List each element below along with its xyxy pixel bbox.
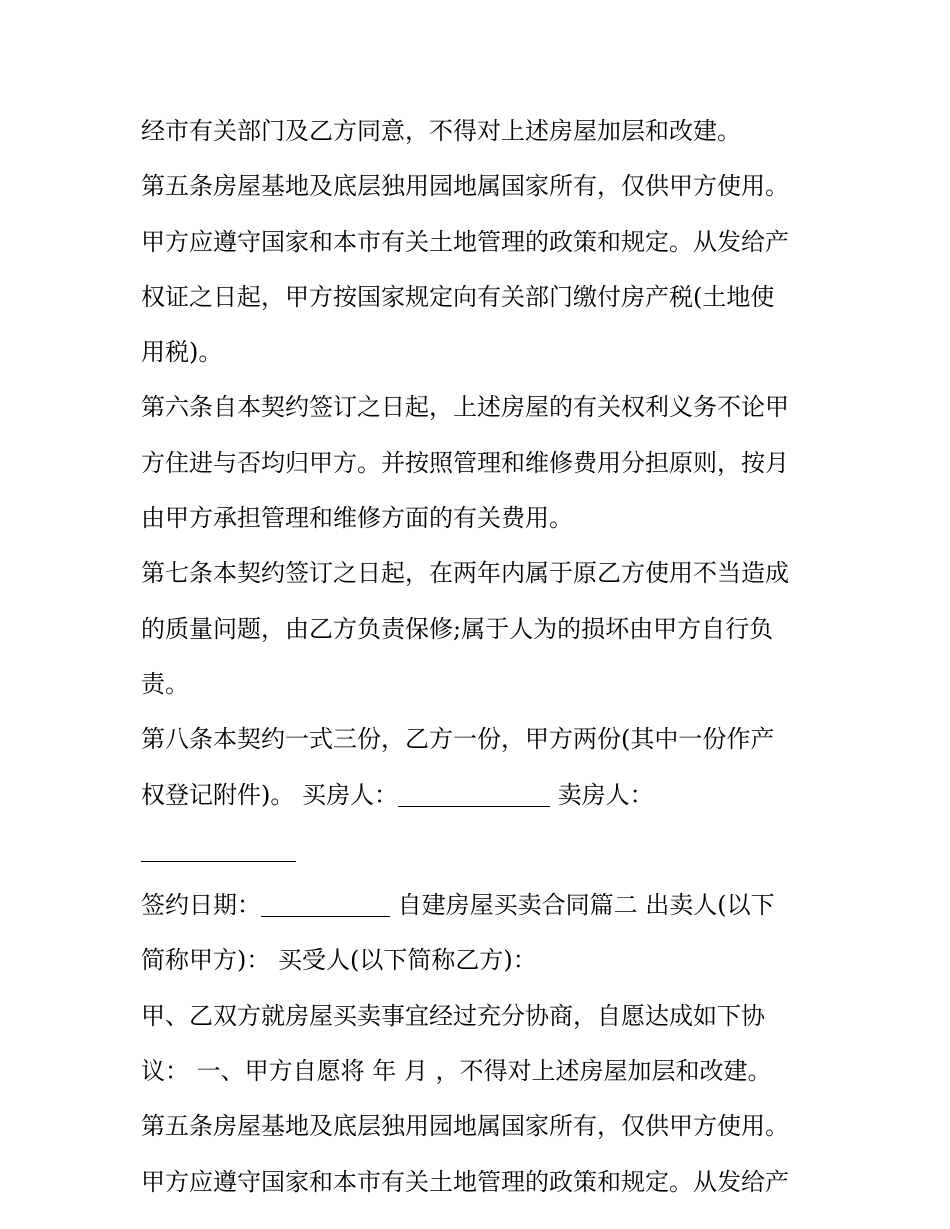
sign-date-blank — [261, 888, 390, 917]
text-line: 方住进与否均归甲方。并按照管理和维修费用分担原则，按月 — [141, 448, 789, 477]
text-line: 的质量问题，由乙方负责保修;属于人为的损坏由甲方自行负 — [141, 614, 774, 643]
text-line: 简称甲方)： 买受人(以下简称乙方)： — [141, 946, 537, 975]
text-line: 经市有关部门及乙方同意，不得对上述房屋加层和改建。 — [141, 117, 741, 145]
text-line: 第七条本契约签订之日起，在两年内属于原乙方使用不当造成 — [141, 559, 789, 588]
seller-signature-blank — [141, 833, 296, 862]
seller-signature-line — [141, 827, 821, 873]
text-line: 由甲方承担管理和维修方面的有关费用。 — [141, 504, 573, 533]
document-body — [141, 108, 821, 1214]
sign-date-label: 签约日期： — [141, 891, 261, 920]
seller-label: 卖房人： — [550, 780, 654, 809]
buyer-label: 权登记附件)。 买房人： — [141, 780, 398, 809]
text-line: 责。 — [141, 669, 189, 698]
buyer-seller-line — [141, 772, 821, 818]
text-line: 甲方应遵守国家和本市有关土地管理的政策和规定。从发给产 — [141, 227, 789, 256]
text-line: 用税)。 — [141, 338, 223, 367]
text-line: 甲、乙双方就房屋买卖事宜经过充分协商，自愿达成如下协 — [141, 1001, 765, 1030]
text-line: 第五条房屋基地及底层独用园地属国家所有，仅供甲方使用。 — [141, 1112, 789, 1141]
text-line: 权证之日起，甲方按国家规定向有关部门缴付房产税(土地使 — [141, 282, 775, 311]
text-line: 第八条本契约一式三份，乙方一份，甲方两份(其中一份作产 — [141, 725, 775, 754]
sign-date-tail: 自建房屋买卖合同篇二 出卖人(以下 — [390, 891, 775, 920]
sign-date-line — [141, 882, 821, 928]
text-line: 议： 一、甲方自愿将 年 月 ，不得对上述房屋加层和改建。 — [141, 1057, 772, 1086]
buyer-signature-blank — [398, 778, 550, 807]
text-line: 第五条房屋基地及底层独用园地属国家所有，仅供甲方使用。 — [141, 172, 789, 201]
text-line: 甲方应遵守国家和本市有关土地管理的政策和规定。从发给产 — [141, 1167, 789, 1196]
text-line: 第六条自本契约签订之日起，上述房屋的有关权利义务不论甲 — [141, 393, 789, 422]
